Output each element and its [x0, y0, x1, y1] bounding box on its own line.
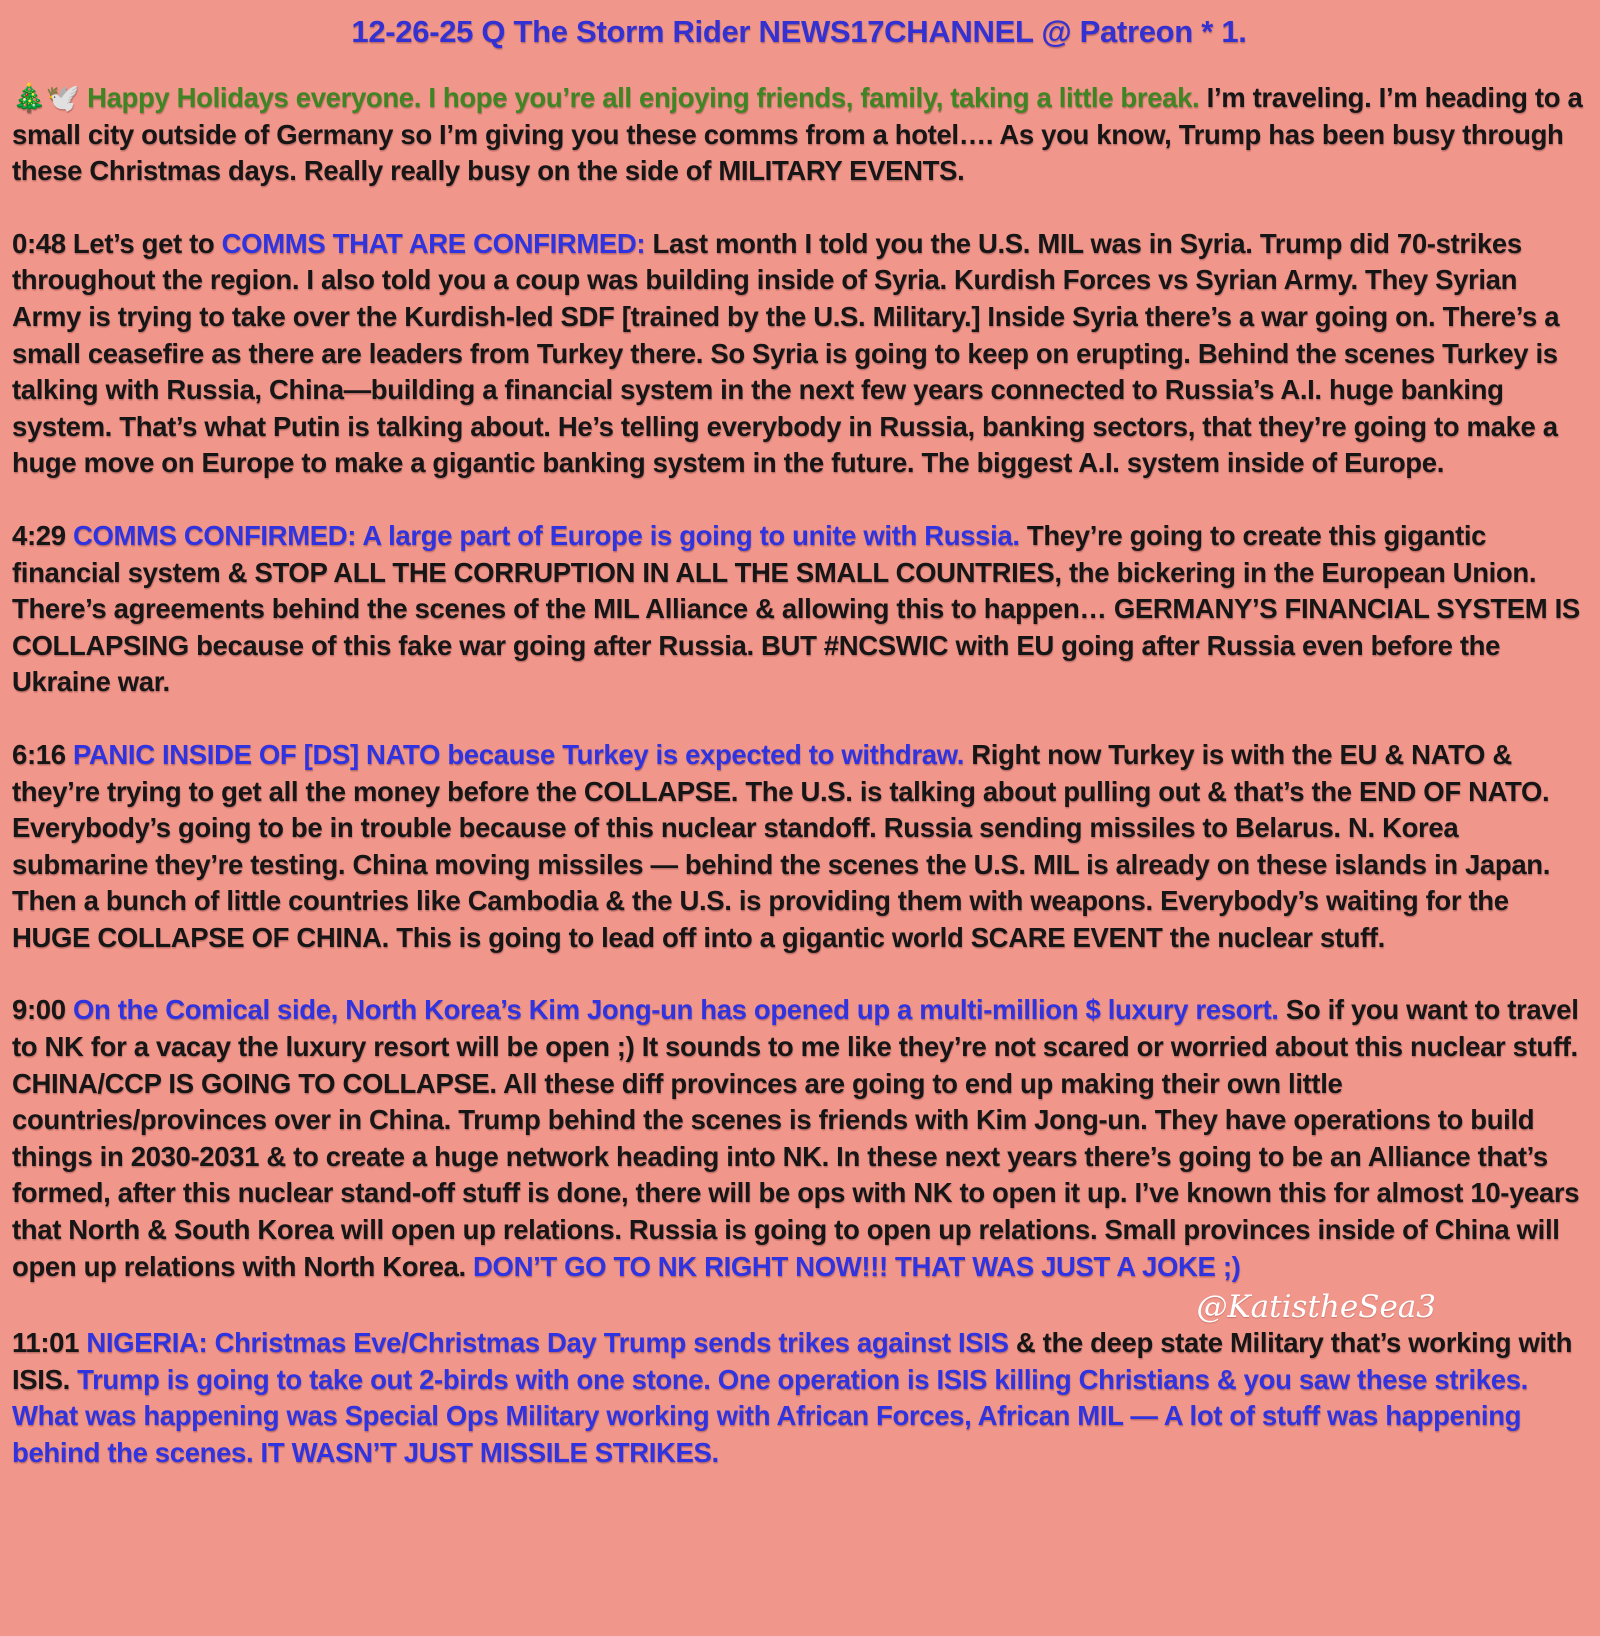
- paragraph-0048: [12, 226, 1586, 482]
- holiday-greeting-text: 🎄🕊️ Happy Holidays everyone. I hope you’re all enjoying friends, family, taking a little break.: [12, 82, 1200, 113]
- timestamp-0616: 6:16: [12, 738, 73, 770]
- north-korea-body-text: So if you want to travel to NK for a vacay the luxury resort will be open ;) It sounds to me like they’re not scared or worried about this nuclear stuff. CHINA/CCP IS GOING TO COLLAPSE. All these diff provinces are going to end up making their own little countries/provinces over in China. Trump behind the scenes is friends with Kim Jong-un. They have operations to build things in 2030-2031 & to create a huge network heading into NK. In these next years there’s going to be an Alliance that’s formed, after this nuclear stand-off stuff is done, there will be ops with NK to open it up. I’ve known this for almost 10-years that North & South Korea will open up relations. Russia is going to open up relations. Small provinces inside of China will open up relations with North Korea.: [12, 994, 1580, 1282]
- nato-panic-headline: PANIC INSIDE OF [DS] NATO because Turkey is expected to withdraw.: [72, 738, 964, 770]
- timestamp-1101: 11:01: [12, 1327, 87, 1359]
- nigeria-body-text: & the deep state Military that’s working with ISIS.: [12, 1327, 1573, 1395]
- europe-russia-headline: COMMS CONFIRMED: A large part of Europe is going to unite with Russia.: [72, 519, 1020, 551]
- paragraph-0429: [12, 518, 1586, 701]
- page-title: 12-26-25 Q The Storm Rider NEWS17CHANNEL @ Patreon * 1.: [351, 14, 1247, 49]
- intro-body-text: I’m traveling. I’m heading to a small city outside of Germany so I’m giving you these comms from a hotel…. As you know, Trump has been busy through these Christmas days. Really really busy on the side of MILITARY EVENTS.: [12, 82, 1583, 187]
- europe-body-text: They’re going to create this gigantic financial system & STOP ALL THE CORRUPTION IN ALL THE SMALL COUNTRIES, the bickering in the European Union. There’s agreements behind the scenes of the MIL Alliance & allowing this to happen… GERMANY’S FINANCIAL SYSTEM IS COLLAPSING because of this fake war going after Russia. BUT #NCSWIC with EU going after Russia even before the Ukraine war.: [12, 519, 1580, 698]
- paragraph-1101: [12, 1325, 1586, 1471]
- paragraph-0900: [12, 992, 1586, 1285]
- timestamp-0048: 0:48 Let’s get to: [12, 227, 222, 259]
- nigeria-headline: NIGERIA: Christmas Eve/Christmas Day Trump sends trikes against ISIS: [86, 1327, 1009, 1359]
- paragraph-intro: [12, 80, 1586, 190]
- nigeria-strikes-text: Trump is going to take out 2-birds with one stone. One operation is ISIS killing Christians & you saw these strikes. What was happening was Special Ops Military working with African Forces, African MIL — A lot of stuff was happening behind the scenes. IT WASN’T JUST MISSILE STRIKES.: [12, 1363, 1528, 1468]
- syria-body-text: Last month I told you the U.S. MIL was in Syria. Trump did 70-strikes throughout the region. I also told you a coup was building inside of Syria. Kurdish Forces vs Syrian Army. They Syrian Army is trying to take over the Kurdish-led SDF [trained by the U.S. Military.] Inside Syria there’s a war going on. There’s a small ceasefire as there are leaders from Turkey there. So Syria is going to keep on erupting. Behind the scenes Turkey is talking with Russia, China—building a financial system in the next few years connected to Russia’s A.I. huge banking system. That’s what Putin is talking about. He’s telling everybody in Russia, banking sectors, that they’re going to make a huge move on Europe to make a gigantic banking system in the future. The biggest A.I. system inside of Europe.: [12, 227, 1560, 479]
- nk-joke-text: DON’T GO TO NK RIGHT NOW!!! THAT WAS JUST A JOKE ;): [465, 1250, 1241, 1282]
- north-korea-resort-headline: On the Comical side, North Korea’s Kim Jong-un has opened up a multi-million $ luxury resort.: [72, 994, 1279, 1026]
- nato-body-text: Right now Turkey is with the EU & NATO & they’re trying to get all the money before the COLLAPSE. The U.S. is talking about pulling out & that’s the END OF NATO. Everybody’s going to be in trouble because of this nuclear standoff. Russia sending missiles to Belarus. N. Korea submarine they’re testing. China moving missiles — behind the scenes the U.S. MIL is already on these islands in Japan. Then a bunch of little countries like Cambodia & the U.S. is providing them with weapons. Everybody’s waiting for the HUGE COLLAPSE OF CHINA. This is going to lead off into a gigantic world SCARE EVENT the nuclear stuff.: [12, 738, 1551, 953]
- timestamp-0429: 4:29: [12, 519, 73, 551]
- author-watermark: @KatistheSea3: [1196, 1289, 1436, 1326]
- timestamp-0900: 9:00: [12, 994, 73, 1026]
- comms-confirmed-headline: COMMS THAT ARE CONFIRMED:: [221, 227, 646, 259]
- paragraph-0616: [12, 737, 1586, 957]
